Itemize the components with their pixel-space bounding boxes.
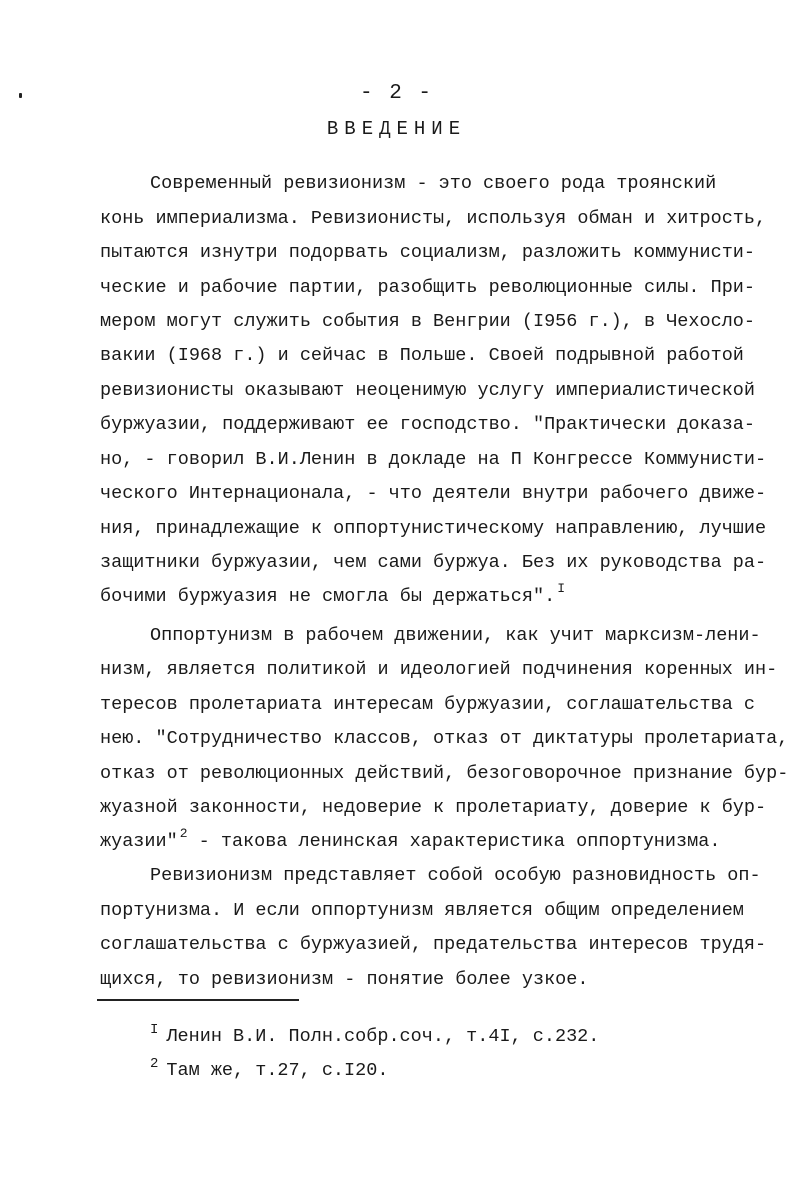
text-line-with-footnote bbox=[100, 581, 565, 609]
footnote-text: Ленин В.И. Полн.собр.соч., т.4I, с.232. bbox=[166, 1026, 600, 1047]
footnote-ref-2: 2 bbox=[179, 826, 188, 841]
footnote-1 bbox=[150, 1018, 599, 1049]
text-line: Оппортунизм в рабочем движении, как учит марксизм-лени- bbox=[150, 625, 761, 646]
text-line: портунизма. И если оппортунизм является общим определением bbox=[100, 900, 744, 921]
text-line-with-footnote bbox=[100, 826, 721, 854]
text-line: нею. "Сотрудничество классов, отказ от диктатуры пролетариата, bbox=[100, 728, 789, 749]
text-line: вакии (I968 г.) и сейчас в Польше. Своей подрывной работой bbox=[100, 345, 744, 366]
footnote-divider bbox=[97, 999, 299, 1001]
text-line: ческого Интернационала, - что деятели внутри рабочего движе- bbox=[100, 483, 767, 504]
text-line: отказ от революционных действий, безоговорочное признание бур- bbox=[100, 763, 789, 784]
text-line: конь империализма. Ревизионисты, используя обман и хитрость, bbox=[100, 208, 767, 229]
footnote-mark: I bbox=[150, 1022, 159, 1038]
text-line: жуазной законности, недоверие к пролетариату, доверие к бур- bbox=[100, 797, 767, 818]
text-line: пытаются изнутри подорвать социализм, разложить коммунисти- bbox=[100, 242, 756, 263]
text-line: мером могут служить события в Венгрии (I956 г.), в Чехосло- bbox=[100, 311, 756, 332]
text-line: но, - говорил В.И.Ленин в докладе на П Конгрессе Коммунисти- bbox=[100, 449, 767, 470]
footnote-2 bbox=[150, 1052, 388, 1083]
footnote-ref-1: I bbox=[557, 581, 565, 596]
text-line: ния, принадлежащие к оппортунистическому направлению, лучшие bbox=[100, 518, 767, 539]
text-fragment: бочими буржуазия не смогла бы держаться". bbox=[100, 586, 556, 607]
text-line: тересов пролетариата интересам буржуазии, соглашательства с bbox=[100, 694, 756, 715]
footnote-mark: 2 bbox=[150, 1056, 159, 1072]
text-line: Ревизионизм представляет собой особую разновидность оп- bbox=[150, 865, 761, 886]
text-line: буржуазии, поддерживают ее господство. "Практически доказа- bbox=[100, 414, 756, 435]
text-line: ческие и рабочие партии, разобщить революционные силы. При- bbox=[100, 277, 756, 298]
page-number: - 2 - bbox=[359, 82, 433, 105]
text-line: защитники буржуазии, чем сами буржуа. Без их руководства ра- bbox=[100, 552, 767, 573]
text-fragment: жуазии" bbox=[100, 831, 178, 852]
text-line: Современный ревизионизм - это своего рода троянский bbox=[150, 173, 717, 194]
text-line: щихся, то ревизионизм - понятие более узкое. bbox=[100, 969, 589, 990]
footnote-text: Там же, т.27, с.I20. bbox=[166, 1060, 389, 1081]
text-line: низм, является политикой и идеологией подчинения коренных ин- bbox=[100, 659, 778, 680]
text-fragment: - такова ленинская характеристика оппортунизма. bbox=[187, 831, 721, 852]
text-line: ревизионисты оказывают неоценимую услугу империалистической bbox=[100, 380, 756, 401]
text-line: соглашательства с буржуазией, предательства интересов трудя- bbox=[100, 934, 767, 955]
section-title: ВВЕДЕНИЕ bbox=[326, 118, 467, 140]
